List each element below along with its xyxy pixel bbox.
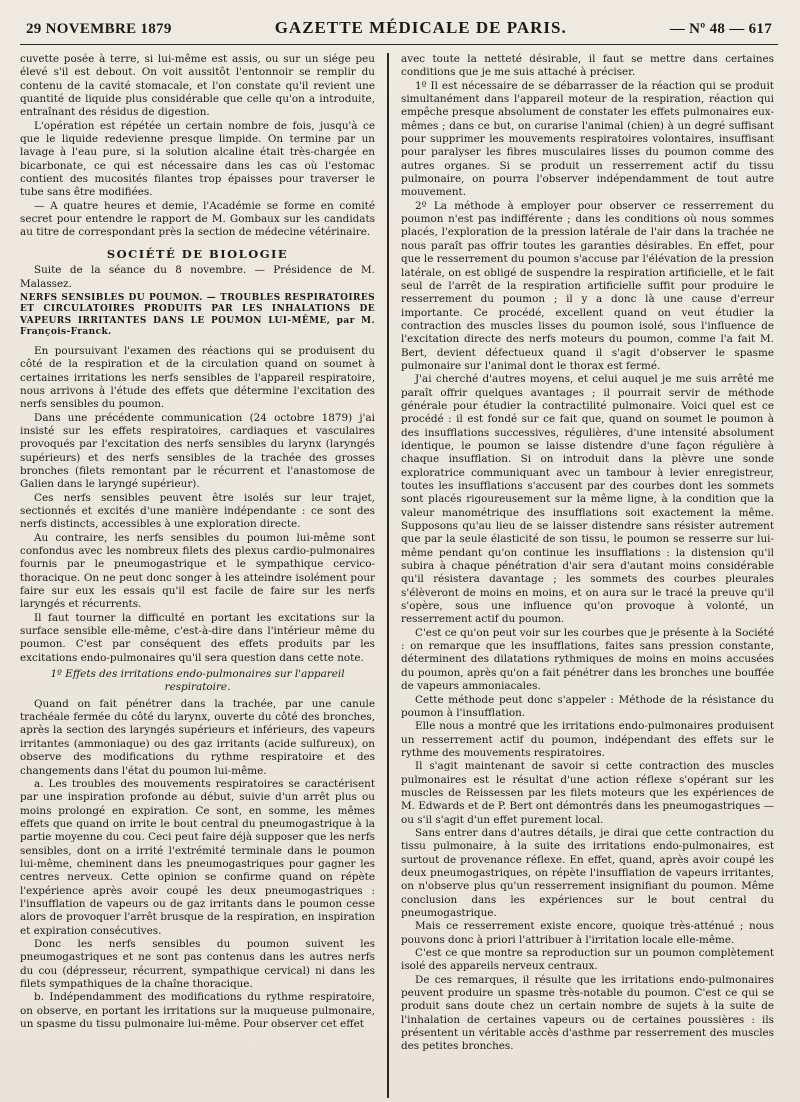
paragraph: 2º La méthode à employer pour observer ce resserrement du poumon n'est pas indifférente ; dans les conditions où nous sommes placés, l'exploration de la pression latérale de l'air dans la trachée ne nous paraît pas offrir toutes les garanties désirables. En effet, pour que le resserrement du poumon s'accuse par l'élévation de la pression latérale, on est obligé de suspendre la respiration artificielle, et le fait seul de l'arrêt de la respiration artificielle suffit pour produire le resserrement du poumon ; il y a donc là une cause d'erreur importante. Ce procédé, excellent quand on veut étudier la contraction des muscles lisses du poumon isolé, sous l'influence de l'excitation directe des nerfs moteurs du poumon, comme l'a fait M. Bert, devient défectueux quand il s'agit d'observer le spasme pulmonaire sur l'animal dont le thorax est fermé. <box>401 199 774 372</box>
paragraph: Dans une précédente communication (24 octobre 1879) j'ai insisté sur les effets respiratoires, cardiaques et vasculaires provoqués par l'excitation des nerfs sensibles du larynx (laryngés supérieurs) et des nerfs sensibles de la trachée des grosses bronches (filets remontant par le récurrent et l'anastomose de Galien dans le laryngé supérieur). <box>20 411 375 491</box>
paragraph: Ces nerfs sensibles peuvent être isolés sur leur trajet, sectionnés et excités d'une manière indépendante : ce sont des nerfs distincts, accessibles à une exploration directe. <box>20 491 375 531</box>
paragraph: Quand on fait pénétrer dans la trachée, par une canule trachéale fermée du côté du larynx, ouverte du côté des bronches, après la section des laryngés supérieurs et inférieurs, des vapeurs irritantes (ammoniaque) ou des gaz irritants (acide sulfureux), on observe des modifications du rythme respiratoire et des changements dans l'état du poumon lui-même. <box>20 697 375 777</box>
paragraph: 1º Il est nécessaire de se débarrasser de la réaction qui se produit simultanément dans l'appareil moteur de la respiration, réaction qui empêche presque absolument de constater les effets pulmonaires eux-mêmes ; dans ce but, on curarise l'animal (chien) à un degré suffisant pour supprimer les mouvements respiratoires volontaires, insuffisant pour paralyser les fibres musculaires lisses du poumon comme des autres organes. Si se produit un resserrement actif du tissu pulmonaire, on pourra l'observer indépendamment de tout autre mouvement. <box>401 79 774 199</box>
paragraph: cuvette posée à terre, si lui-même est assis, ou sur un siége peu élevé s'il est debout. On voit aussitôt l'entonnoir se remplir du contenu de la cavité stomacale, et l'on constate qu'il revient une quantité de liquide plus considérable que celle qu'on a introduite, entraînant des résidus de digestion. <box>20 53 375 119</box>
issue-date: 29 NOVEMBRE 1879 <box>26 21 172 37</box>
left-column <box>20 53 385 1098</box>
text-columns <box>20 53 778 1098</box>
paragraph: Cette méthode peut donc s'appeler : Méthode de la résistance du poumon à l'insufflation. <box>401 693 774 719</box>
paragraph: avec toute la netteté désirable, il faut se mettre dans certaines conditions que je me suis attaché à préciser. <box>401 53 774 79</box>
section-title: SOCIÉTÉ DE BIOLOGIE <box>106 246 289 261</box>
right-column <box>391 53 774 1098</box>
article-subheading: NERFS SENSIBLES DU POUMON. — TROUBLES RESPIRATOIRES ET CIRCULATOIRES PRODUITS PAR LES INHALATIONS DE VAPEURS IRRITANTES DANS LE POUMON LUI-MÊME, par M. François-Franck. <box>20 292 375 338</box>
paragraph: Mais ce resserrement existe encore, quoique très-atténué ; nous pouvons donc à priori l'attribuer à l'irritation locale elle-même. <box>401 920 774 946</box>
page-header <box>20 18 778 45</box>
publication-title: GAZETTE MÉDICALE DE PARIS. <box>274 18 567 37</box>
paragraph: Il s'agit maintenant de savoir si cette contraction des muscles pulmonaires est le résultat d'une action réflexe s'opérant sur les muscles de Reissessen par les filets moteurs que les expériences de M. Edwards et de P. Bert ont démontrés dans les pneumogastriques — ou s'il s'agit d'un effet purement local. <box>401 760 774 826</box>
paragraph: C'est ce que montre sa reproduction sur un poumon complètement isolé des appareils nerveux centraux. <box>401 947 774 973</box>
paragraph: En poursuivant l'examen des réactions qui se produisent du côté de la respiration et de la circulation quand on soumet à certaines irritations les nerfs sensibles de l'appareil respiratoire, nous arrivons à l'étude des effets que détermine l'excitation des nerfs sensibles du poumon. <box>20 344 375 411</box>
issue-number: — Nº 48 — 617 <box>669 21 772 37</box>
paragraph: J'ai cherché d'autres moyens, et celui auquel je me suis arrêté me paraît offrir quelques avantages ; il pourrait servir de méthode générale pour étudier la contractilité pulmonaire. Voici quel est ce procédé : il est fondé sur ce fait que, quand on soumet le poumon à des insufflations successives, régulières, d'une intensité absolument identique, le poumon se laisse distendre d'une façon régulière à chaque insufflation. Si on introduit dans la plèvre une sonde exploratrice communiquant avec un tambour à levier enregistreur, toutes les insufflations s'accusent par des courbes dont les sommets sont placés rigoureusement sur la même ligne, à la condition que la valeur manométrique des insufflations soit exactement la même. Supposons qu'au lieu de se laisser distendre sans résister autrement que par la seule élasticité de son tissu, le poumon se resserre sur lui-même pendant qu'on continue les insufflations : la distension qu'il subira à chaque pénétration d'air sera d'autant moins considérable qu'il résistera davantage ; les sommets des courbes pleurales s'élèveront de moins en moins, et on aura sur le tracé la preuve qu'il s'opère, sous une influence qu'on provoque à volonté, un resserrement actif du poumon. <box>401 373 774 626</box>
paragraph: Elle nous a montré que les irritations endo-pulmonaires produisent un resserrement actif du poumon, indépendant des effets sur le rythme des mouvements respiratoires. <box>401 720 774 759</box>
session-line: Suite de la séance du 8 novembre. — Présidence de M. Malassez. <box>20 264 375 290</box>
paragraph: Au contraire, les nerfs sensibles du poumon lui-même sont confondus avec les nombreux filets des plexus cardio-pulmonaires fournis par le pneumogastrique et le sympathique cervico-thoracique. On ne peut donc songer à les atteindre isolément pour faire sur eux les essais qu'il est facile de faire sur les nerfs laryngés et récurrents. <box>20 531 375 611</box>
paragraph: — A quatre heures et demie, l'Académie se forme en comité secret pour entendre le rapport de M. Gombaux sur les candidats au titre de correspondant près la section de médecine vétérinaire. <box>20 199 375 239</box>
numbered-heading: 1º Effets des irritations endo-pulmonaires sur l'appareil respiratoire. <box>50 668 345 694</box>
paragraph: Il faut tourner la difficulté en portant les excitations sur la surface sensible elle-même, c'est-à-dire dans l'intérieur même du poumon. C'est par conséquent des effets produits par les excitations endo-pulmonaires qu'il sera question dans cette note. <box>20 611 375 664</box>
paragraph: b. Indépendamment des modifications du rythme respiratoire, on observe, en portant les irritations sur la muqueuse pulmonaire, un spasme du tissu pulmonaire lui-même. Pour observer cet effet <box>20 991 375 1031</box>
column-divider <box>387 53 389 1098</box>
paragraph: Sans entrer dans d'autres détails, je dirai que cette contraction du tissu pulmonaire, à la suite des irritations endo-pulmonaires, est surtout de provenance réflexe. En effet, quand, après avoir coupé les deux pneumogastriques, on répète l'insufflation de vapeurs irritantes, on n'observe plus qu'un resserrement insignifiant du poumon. Même conclusion dans les expériences sur le bout central du pneumogastrique. <box>401 826 774 919</box>
paragraph: Donc les nerfs sensibles du poumon suivent les pneumogastriques et ne sont pas contenus dans les autres nerfs du cou (dépresseur, récurrent, sympathique cervical) ni dans les filets sympathiques de la chaîne thoracique. <box>20 937 375 990</box>
paragraph: C'est ce qu'on peut voir sur les courbes que je présente à la Société : on remarque que les insufflations, faites sans pression constante, déterminent des dilatations rythmiques de moins en moins accusées du poumon, après qu'on a fait pénétrer dans les bronches une bouffée de vapeurs ammoniacales. <box>401 626 774 693</box>
paragraph: De ces remarques, il résulte que les irritations endo-pulmonaires peuvent produire un spasme très-notable du poumon. C'est ce qui se produit sans doute chez un certain nombre de sujets à la suite de l'inhalation de certaines vapeurs ou de certaines poussières : ils présentent un véritable accès d'asthme par resserrement des muscles des petites bronches. <box>401 973 774 1053</box>
paragraph: a. Les troubles des mouvements respiratoires se caractérisent par une inspiration profonde au début, suivie d'un arrêt plus ou moins prolongé en expiration. Ce sont, en somme, les mêmes effets que quand on irrite le bout central du pneumogastrique à la partie moyenne du cou. Ceci peut faire déjà supposer que les nerfs sensibles, dont on a irrité l'extrémité terminale dans le poumon lui-même, cheminent dans les pneumogastriques pour gagner les centres nerveux. Cette opinion se confirme quand on répète l'expérience après avoir coupé les deux pneumogastriques : l'insufflation de vapeurs ou de gaz irritants dans le poumon cesse alors de provoquer l'arrêt brusque de la respiration, en inspiration et expiration consécutives. <box>20 777 375 937</box>
paragraph: L'opération est répétée un certain nombre de fois, jusqu'à ce que le liquide redevienne presque limpide. On termine par un lavage à l'eau pure, si la solution alcaline était très-chargée en bicarbonate, ce qui est nécessaire dans les cas où l'estomac contient des mucosités filantes trop épaisses pour traverser le tube sans être modifiées. <box>20 119 375 199</box>
